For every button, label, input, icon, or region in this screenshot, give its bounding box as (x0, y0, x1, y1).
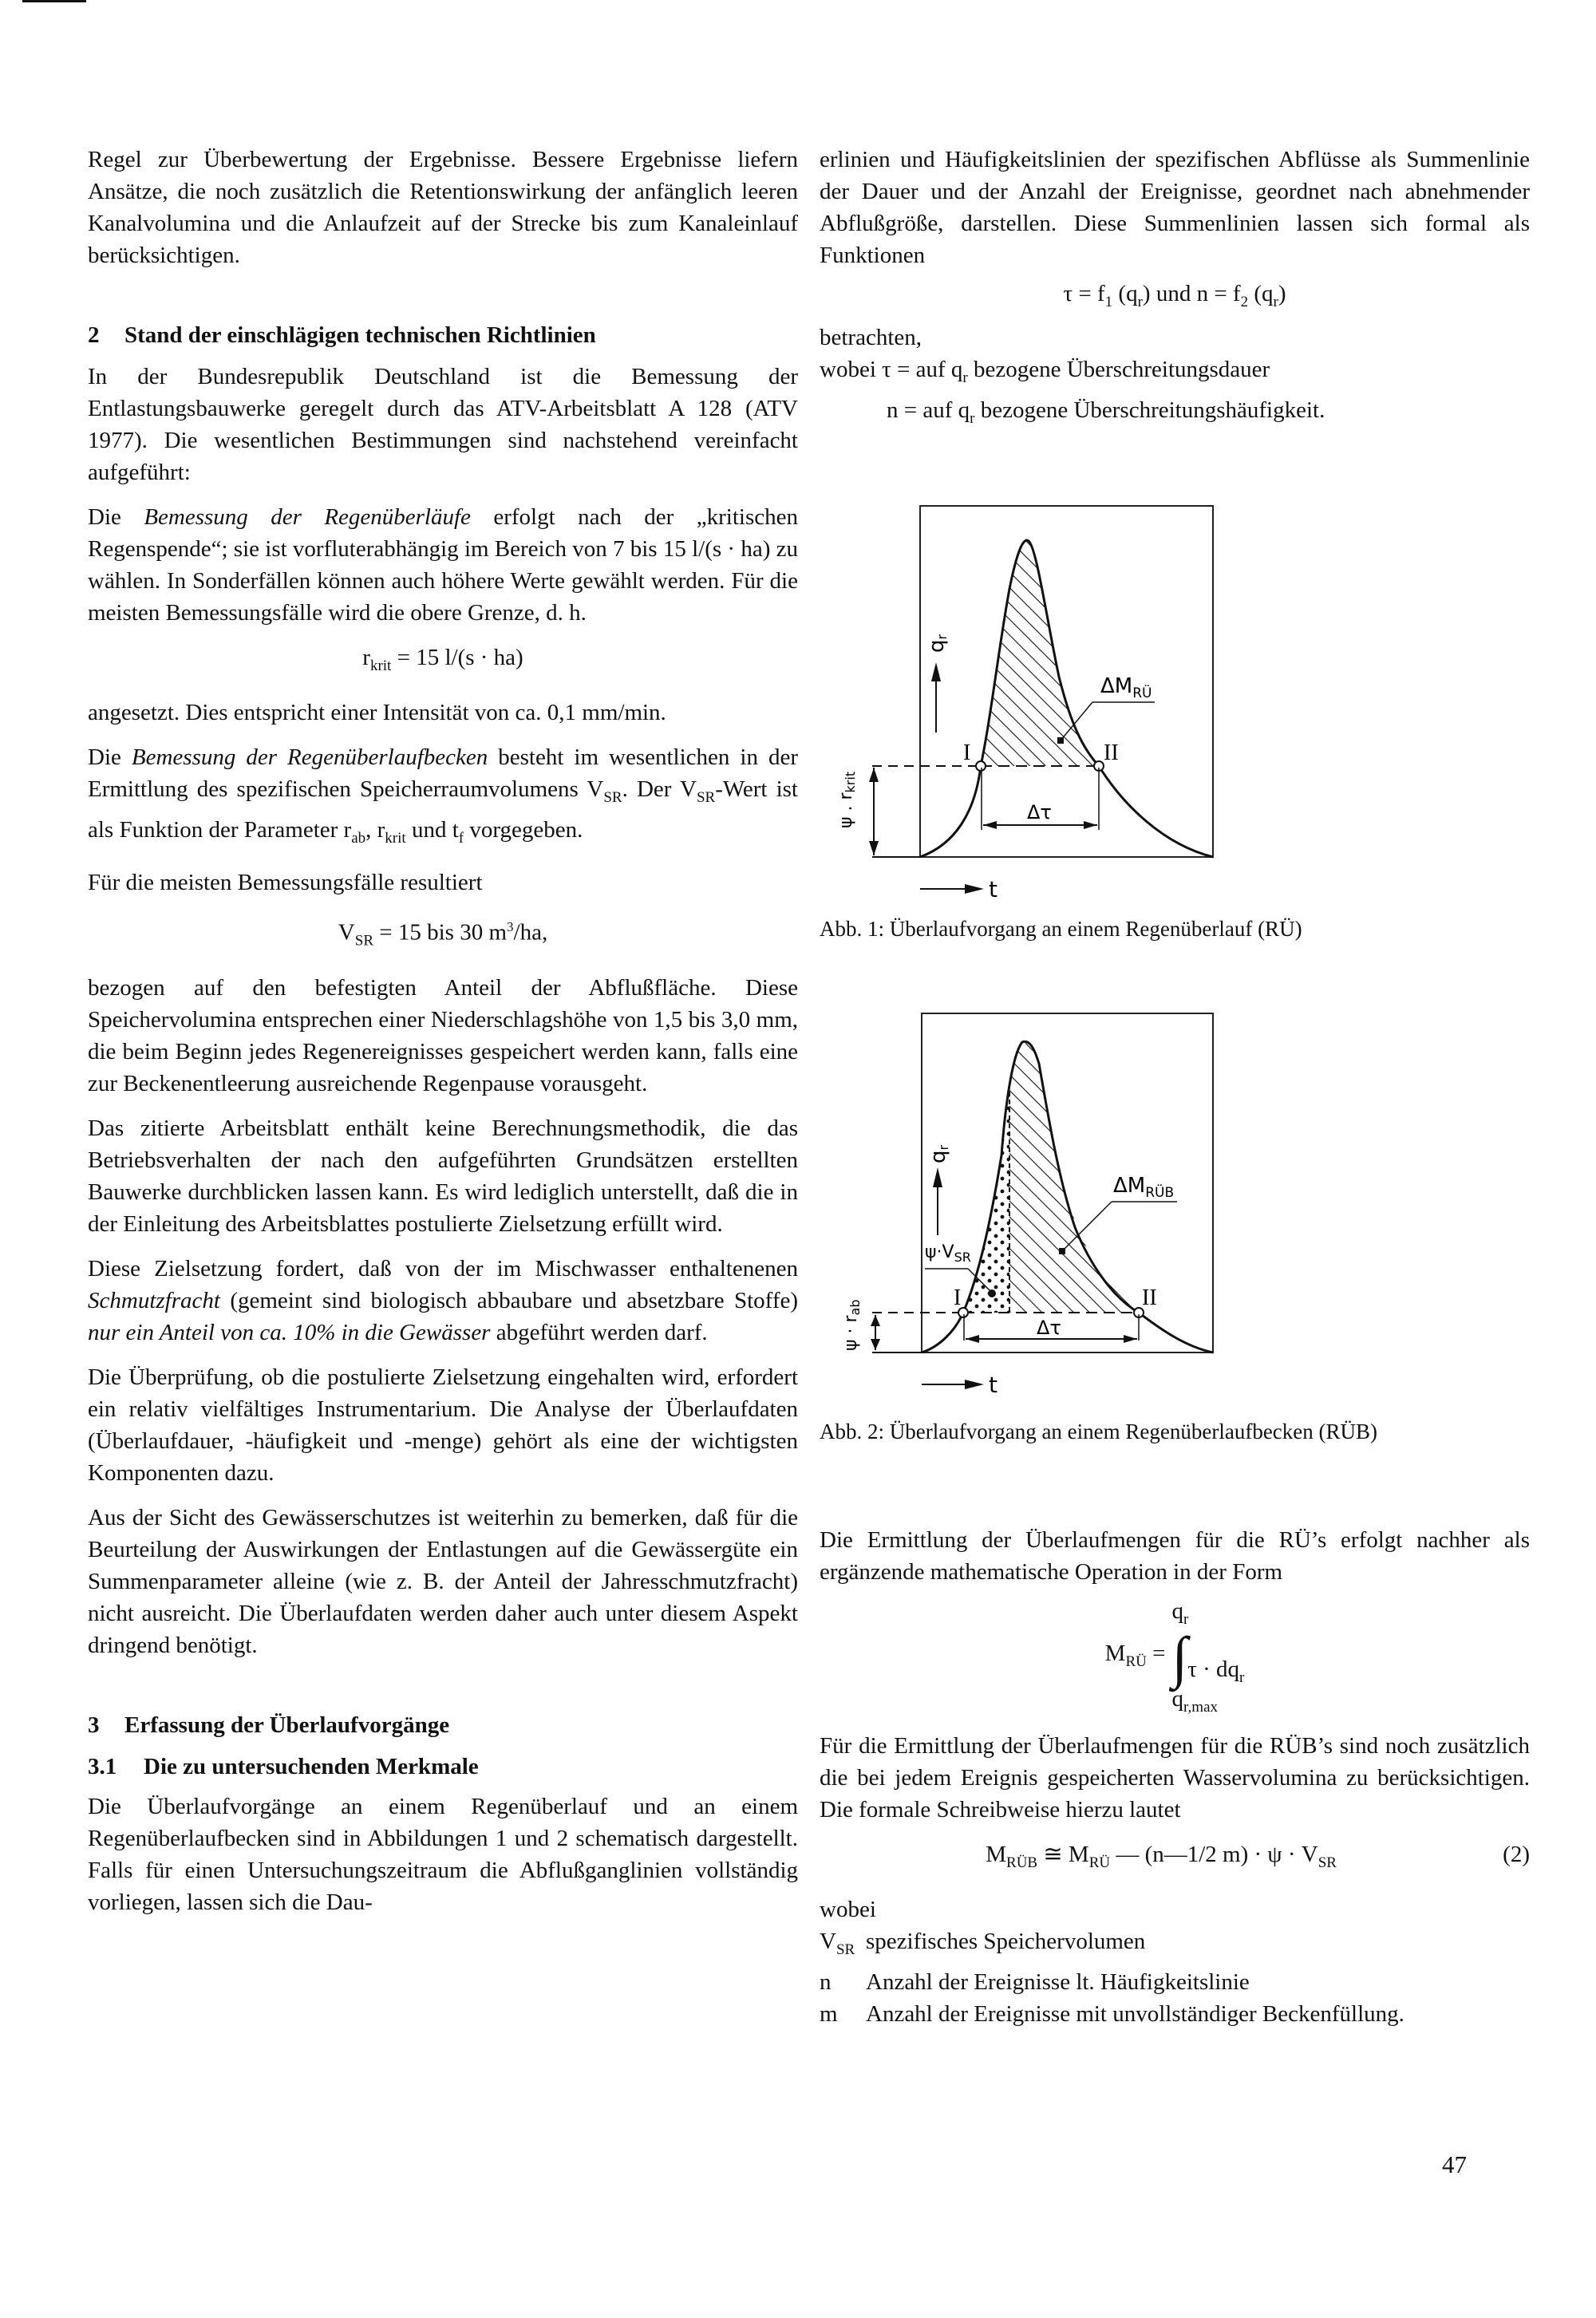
area-label: $\Delta M_{RÜB}$ (1113, 1174, 1175, 1202)
betrachten-text: betrachten, (820, 324, 922, 350)
section-2-paragraph-8: Diese Zielsetzung fordert, daß von der im Mischwasser enthaltenenen Schmutzfracht (gemeint sind biologisch abbaubare und absetzbare Stoffe) nur ein Anteil von ca. 10% in die Gewässer abgeführt werden darf. (88, 1255, 798, 1345)
wobei-tau: wobei τ = auf $q_r$ bezogene Überschreitungsdauer (820, 356, 1270, 386)
figure-1-caption: Abb. 1: Überlaufvorgang an einem Regenüberlauf (RÜ) (820, 917, 1302, 942)
delta-tau-label: Δτ (1027, 801, 1052, 824)
definition-vsr: $V_{SR}$ spezifisches Speichervolumen (820, 1929, 1146, 1959)
point-II-label: II (1142, 1285, 1157, 1311)
definition-m: m Anzahl der Ereignisse mit unvollständiger Beckenfüllung. (820, 2001, 1404, 2028)
x-axis-label: t (989, 876, 998, 903)
figure-1-diagram (820, 493, 1298, 908)
section-3-1-heading: 3.1 Die zu untersuchenden Merkmale (88, 1753, 479, 1779)
section-3-heading: 3 Erfassung der Überlaufvorgänge (88, 1712, 450, 1738)
formula-2: $M_{RÜB}$ ≅ $M_{RÜ}$ — (n—1/2 $m) \cdot \psi \cdot V_{SR}$ (2) (820, 1838, 1530, 1879)
storage-label: $\psi\cdot V_{SR}$ (925, 1242, 971, 1266)
point-I-label: I (954, 1285, 962, 1311)
wobei-n: n = auf $q_r$ bezogene Überschreitungshäufigkeit. (887, 397, 1325, 427)
threshold-label: ψ · rab (841, 1299, 863, 1352)
section-2-paragraph-3: angesetzt. Dies entspricht einer Intensität von ca. 0,1 mm/min. (88, 699, 666, 725)
section-2-paragraph-2: Die Bemessung der Regenüberläufe erfolgt nach der „kritischen Regenspende“; sie ist vorfluterabhängig im Bereich von 7 bis 15 l/(s · ha) zu wählen. In Sonderfällen können auch höhere Werte gewählt werden. Für die meisten Bemessungsfälle wird die obere Grenze, d. h. (88, 504, 798, 626)
threshold-label: ψ . rkrit (836, 772, 858, 829)
y-axis-label: qr (925, 634, 950, 654)
figure-2 (820, 996, 1530, 1447)
x-axis-label: t (989, 1372, 998, 1399)
right-column (820, 144, 1530, 2030)
section-2-paragraph-6: bezogen auf den befestigten Anteil der Abflußfläche. Diese Speichervolumina entsprechen einer Niederschlagshöhe von 1,5 bis 3,0 mm, die beim Beginn jedes Regenereignisses gespeichert werden kann, falls eine zur Beckenentleerung ausreichende Regenpause vorausgeht. (88, 974, 798, 1096)
delta-tau-label: Δτ (1037, 1317, 1061, 1340)
section-2-paragraph-10: Aus der Sicht des Gewässerschutzes ist weiterhin zu bemerken, daß für die Beurteilung der Auswirkungen der Entlastungen auf die Gewässergüte ein Summenparameter alleine (wie z. B. der Anteil der Jahresschmutzfracht) nicht ausreicht. Die Überlaufdaten werden daher auch unter diesem Aspekt dringend benötigt. (88, 1504, 798, 1658)
section-2-paragraph-7: Das zitierte Arbeitsblatt enthält keine Berechnungsmethodik, die das Betriebsverhalten der nach den aufgeführten Grundsätzen erstellten Bauwerke durchblicken lassen kann. Es wird lediglich unterstellt, daß die in der Einleitung des Arbeitsblattes postulierte Zielsetzung erfüllt wird. (88, 1115, 798, 1237)
integral-sign: ∫ (1171, 1625, 1188, 1690)
point-I-label: I (963, 740, 971, 766)
page-number: 47 (1442, 2150, 1467, 2178)
right-paragraph-1: erlinien und Häufigkeitslinien der spezifischen Abflüsse als Summenlinie der Dauer und der Anzahl der Ereignisse, geordnet nach abnehmender Abflußgröße, darstellen. Diese Summenlinien lassen sich formal als Funktionen (820, 147, 1530, 268)
section-2-paragraph-9: Die Überprüfung, ob die postulierte Zielsetzung eingehalten wird, erfordert ein relativ vielfältiges Instrumentarium. Die Analyse der Überlaufdaten (Überlaufdauer, -häufigkeit und -menge) gehört als eine der wichtigsten Komponenten dazu. (88, 1364, 798, 1486)
left-column (88, 144, 798, 1931)
area-label: $\Delta M_{RÜ}$ (1100, 674, 1152, 702)
right-paragraph-3: Für die Ermittlung der Überlaufmengen für die RÜB’s sind noch zusätzlich die bei jedem Ereignis gespeicherten Wasservolumina zu berücksichtigen. Die formale Schreibweise hierzu lautet (820, 1733, 1530, 1823)
section-2-heading: 2 Stand der einschlägigen technischen Richtlinien (88, 322, 596, 348)
formula-rkrit: $r_{krit} = 15$ l/(s · ha) (362, 645, 523, 674)
section-2-paragraph-5: Für die meisten Bemessungsfälle resultiert (88, 870, 483, 896)
equation-number: (2) (1503, 1842, 1530, 1868)
formula-integral: $M_{RÜ}$ = $q_r$ $\int\tau \cdot dq_r$ $q_{r,max}$ (1104, 1598, 1245, 1716)
definition-n: n Anzahl der Ereignisse lt. Häufigkeitslinie (820, 1969, 1250, 1996)
figure-2-diagram (820, 996, 1298, 1411)
wobei-label: wobei (820, 1897, 876, 1923)
point-II-label: II (1104, 740, 1119, 766)
section-2-paragraph-4: Die Bemessung der Regenüberlaufbecken besteht im wesentlichen in der Ermittlung des spezifischen Speicherraumvolumens $V_{SR}$. Der $V_{SR}$-Wert ist als Funktion der Parameter $r_{ab}$, $r_{krit}$ und $t_f$ vorgegeben. (88, 744, 798, 847)
top-rule (22, 0, 86, 2)
formula-vsr: $V_{SR} = 15$ bis 30 $m^3/ha$, (338, 919, 548, 950)
section-2-paragraph-1: In der Bundesrepublik Deutschland ist die Bemessung der Entlastungsbauwerke geregelt durch das ATV-Arbeitsblatt A 128 (ATV 1977). Die wesentlichen Bestimmungen sind nachstehend vereinfacht aufgeführt: (88, 364, 798, 485)
right-paragraph-2: Die Ermittlung der Überlaufmengen für die RÜ’s erfolgt nachher als ergänzende mathematische Operation in der Form (820, 1527, 1530, 1585)
section-3-1-paragraph: Die Überlaufvorgänge an einem Regenüberlauf und an einem Regenüberlaufbecken sind in Abbildungen 1 und 2 schematisch dargestellt. Falls für einen Untersuchungszeitraum die Abflußganglinien vollständig vorliegen, lassen sich die Dau- (88, 1793, 798, 1915)
figure-2-caption: Abb. 2: Überlaufvorgang an einem Regenüberlaufbecken (RÜB) (820, 1420, 1378, 1444)
intro-paragraph: Regel zur Überbewertung der Ergebnisse. Bessere Ergebnisse liefern Ansätze, die noch zusätzlich die Retentionswirkung der anfänglich leeren Kanalvolumina und die Anlaufzeit auf der Strecke bis zum Kanaleinlauf berücksichtigen. (88, 147, 798, 268)
y-axis-label: qr (926, 1145, 951, 1164)
formula-tau-n: $\tau = f_1$ $(q_r)$ und $n = f_2$ $(q_r)$ (1063, 281, 1286, 310)
figure-1 (820, 493, 1530, 945)
